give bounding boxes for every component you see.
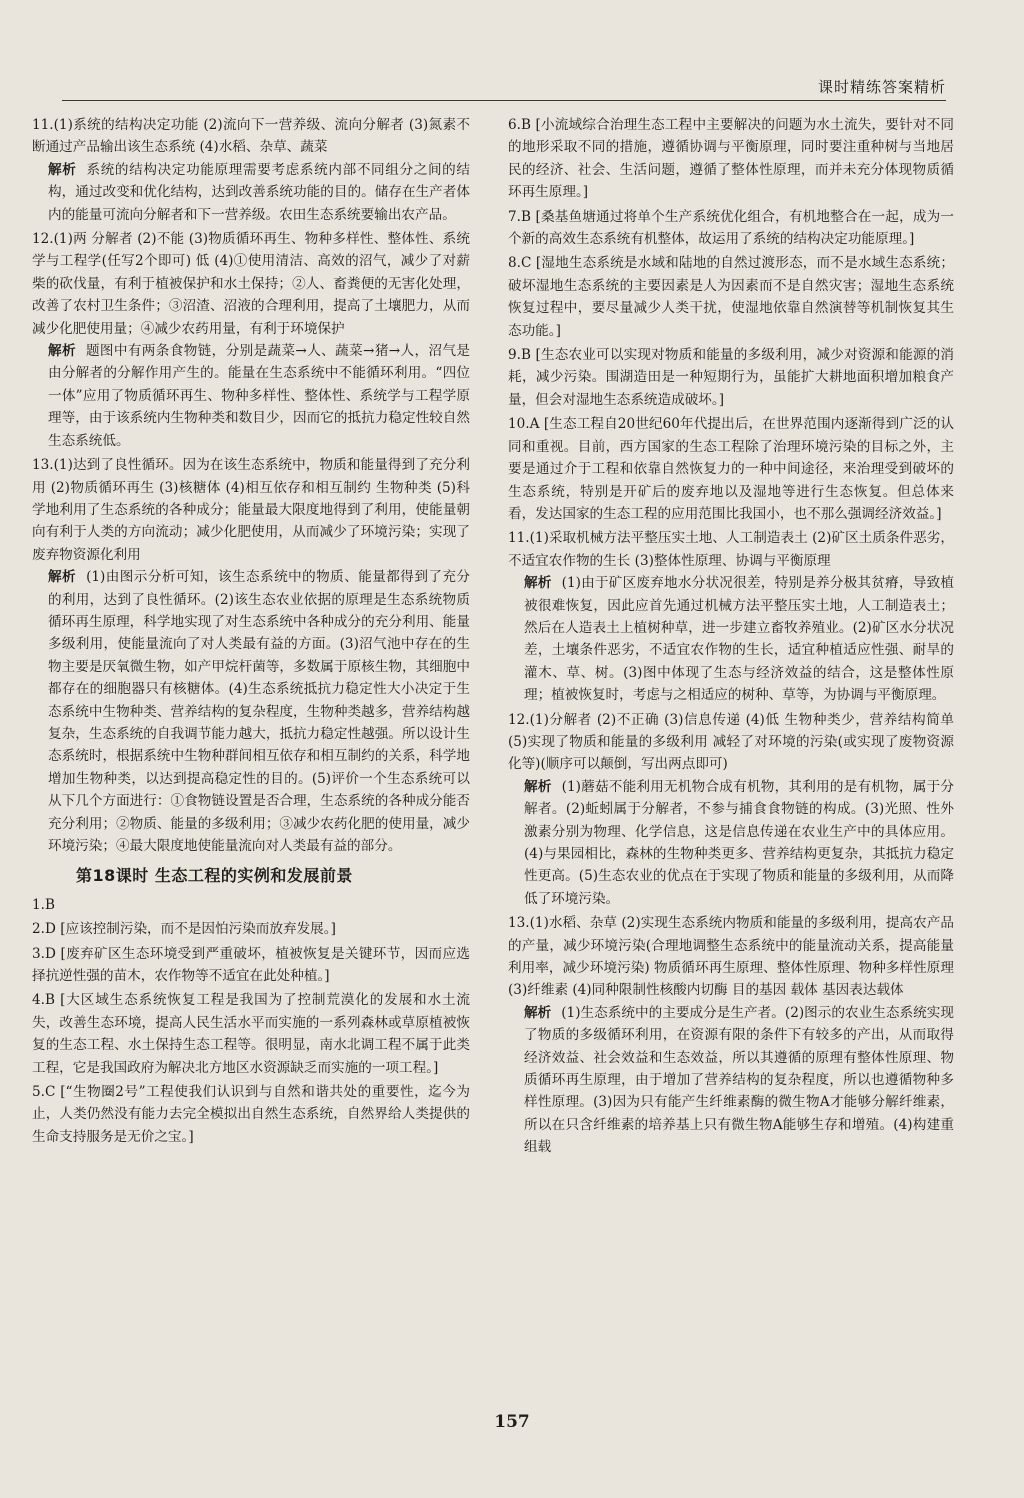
answer-item [32, 1081, 470, 1148]
explanation [32, 566, 470, 857]
answer-text: 7.B [桑基鱼塘通过将单个生产系统优化组合，有机地整合在一起，成为一个新的高效生态系统有机整体，故运用了系统的结构决定功能原理。] [508, 208, 954, 248]
answer-item [32, 989, 470, 1079]
answer-text: 4.B [大区域生态系统恢复工程是我国为了控制荒漠化的发展和水土流失，改善生态环境，提高人民生活水平而实施的一系列森林或草原植被恢复的生态工程、水土保持生态工程等。很明显，南水北调工程不属于此类工程，它是我国政府为解决北方地区水资源缺乏而实施的一项工程。] [32, 992, 470, 1076]
explanation-label: 解析 [48, 343, 76, 360]
explanation-label: 解析 [524, 575, 552, 592]
left-column [32, 114, 470, 1150]
explanation-text: 系统的结构决定功能原理需要考虑系统内部不同组分之间的结构，通过改变和优化结构，达到改善系统功能的目的。储存在生产者体内的能量可流向分解者和下一营养级。农田生态系统要输出农产品。 [48, 161, 471, 223]
explanation-label: 解析 [48, 161, 77, 178]
answer-text: 2.D [应该控制污染，而不是因怕污染而放弃发展。] [32, 921, 336, 938]
explanation-label: 解析 [524, 1004, 552, 1021]
answer-text: 8.C [湿地生态系统是水域和陆地的自然过渡形态，而不是水域生态系统；破坏湿地生态系统的主要因素是人为因素而不是自然灾害；湿地生态系统恢复过程中，要尽量减少人类干扰，使湿地依靠自然演替等机制恢复其生态功能。] [508, 255, 954, 339]
explanation-text: (1)生态系统中的主要成分是生产者。(2)图示的农业生态系统实现了物质的多级循环利用，在资源有限的条件下有较多的产出，从而取得经济效益、社会效益和生态效益，所以其遵循的原理有整体性原理、物质循环再生原理，由于增加了营养结构的复杂程度，所以也遵循物种多样性原理。(3)因为只有能产生纤维素酶的微生物A才能够分解纤维素，所以在只含纤维素的培养基上只有微生物A能够生存和增殖。(4)构建重组载 [524, 1004, 954, 1156]
answer-item [32, 943, 470, 988]
answer-text: 11.(1)采取机械方法平整压实土地、人工制造表土 (2)矿区土质条件恶劣，不适宜农作物的生长 (3)整体性原理、协调与平衡原理 [508, 530, 954, 569]
answer-item [508, 413, 954, 525]
explanation-text: 题图中有两条食物链，分别是蔬菜→人、蔬菜→猪→人，沼气是由分解者的分解作用产生的。能量在生态系统中不能循环利用。“四位一体”应用了物质循环再生、物种多样性、整体性、系统学与工程学原理等，由于该系统内生物种类和数目少，因而它的抵抗力稳定性较自然生态系统低。 [48, 343, 471, 449]
explanation-label: 解析 [524, 778, 552, 795]
answer-item [508, 114, 954, 204]
answer-item [508, 709, 954, 911]
answer-item [32, 894, 470, 916]
answer-item [508, 206, 954, 251]
answer-text: 9.B [生态农业可以实现对物质和能量的多级利用，减少对资源和能源的消耗，减少污染。围湖造田是一种短期行为，虽能扩大耕地面积增加粮食产量，但会对湿地生态系统造成破坏。] [508, 347, 954, 408]
explanation-text: (1)由图示分析可知，该生态系统中的物质、能量都得到了充分的利用，达到了良性循环。(2)该生态农业依据的原理是生态系统物质循环再生原理，科学地实现了对生态系统中各种成分的充分利用、能量多级利用，使能量流向了对人类最有益的方面。(3)沼气池中存在的生物主要是厌氧微生物，如产甲烷杆菌等，多数属于原核生物，其细胞中都存在的细胞器只有核糖体。(4)生态系统抵抗力稳定性大小决定于生态系统中生物种类、营养结构的复杂程度，生物种类越多，营养结构越复杂，生态系统的自我调节能力越大，抵抗力稳定性越强。所以设计生态系统时，根据系统中生物种群间相互依存和相互制约的关系，科学地增加生物种类，以达到提高稳定性的目的。(5)评价一个生态系统可以从下几个方面进行：①食物链设置是否合理，生态系统的各种成分能否充分利用；②物质、能量的多级利用；③减少农药化肥的使用量，减少环境污染；④最大限度地使能量流向对人类最有益的部分。 [48, 569, 470, 854]
explanation [32, 159, 470, 226]
answer-item [32, 918, 470, 940]
answer-item [508, 344, 954, 411]
answer-text: 1.B [32, 896, 55, 913]
page-number: 157 [494, 1412, 530, 1432]
section-title: 第18课时 生态工程的实例和发展前景 [76, 866, 353, 886]
answer-text: 10.A [生态工程自20世纪60年代提出后，在世界范围内逐渐得到广泛的认同和重视。目前，西方国家的生态工程除了治理环境污染的目标之外，主要是通过介于工程和依靠自然恢复力的一种中间途径，来治理受到破坏的生态系统，特别是开矿后的废弃地以及湿地等进行生态恢复。但总体来看，发达国家的生态工程的应用范围比我国小，也不那么强调经济效益。] [508, 416, 954, 522]
answer-text: 13.(1)水稻、杂草 (2)实现生态系统内物质和能量的多级利用，提高农产品的产量，减少环境污染(合理地调整生态系统中的能量流动关系，提高能量利用率，减少环境污染) 物质循环再生原理、整体性原理、物种多样性原理 (3)纤维素 (4)同种限制性核酸内切酶 目的基因 载体 基因表达载体 [508, 915, 954, 999]
answer-item [508, 252, 954, 342]
answer-text: 5.C [“生物圈2号”工程使我们认识到与自然和谐共处的重要性，迄今为止，人类仍然没有能力去完全模拟出自然生态系统，自然界给人类提供的生命支持服务是无价之宝。] [32, 1084, 470, 1145]
right-column [508, 114, 954, 1161]
explanation [508, 1002, 954, 1159]
answer-text: 3.D [废弃矿区生态环境受到严重破坏，植被恢复是关键环节，因而应选择抗逆性强的苗木，农作物等不适宜在此处种植。] [32, 945, 470, 985]
answer-text: 12.(1)两 分解者 (2)不能 (3)物质循环再生、物种多样性、整体性、系统学与工程学(任写2个即可) 低 (4)①使用清洁、高效的沼气，减少了对薪柴的砍伐量，有利于植被保护和水土保持；②人、畜粪便的无害化处理，改善了农村卫生条件；③沼渣、沼液的合理利用，提高了土壤肥力，从而减少化肥使用量；④减少农药用量，有利于环境保护 [32, 231, 470, 337]
header-title: 课时精练答案精析 [817, 78, 946, 96]
answer-item [508, 527, 954, 706]
explanation [508, 776, 954, 910]
page-header [62, 74, 946, 101]
explanation-text: (1)蘑菇不能利用无机物合成有机物，其利用的是有机物，属于分解者。(2)蚯蚓属于分解者，不参与捕食食物链的构成。(3)光照、性外激素分别为物理、化学信息，这是信息传递在农业生产中的具体应用。(4)与果园相比，森林的生物种类更多、营养结构更复杂，其抵抗力稳定性更高。(5)生态农业的优点在于实现了物质和能量的多级利用，从而降低了环境污染。 [524, 778, 954, 907]
explanation-label: 解析 [48, 569, 77, 586]
answer-item [32, 228, 470, 452]
answer-text: 11.(1)系统的结构决定功能 (2)流向下一营养级、流向分解者 (3)氮素不断通过产品输出该生态系统 (4)水稻、杂草、蔬菜 [32, 117, 470, 156]
answer-item [32, 114, 470, 226]
answer-text: 13.(1)达到了良性循环。因为在该生态系统中，物质和能量得到了充分利用 (2)物质循环再生 (3)核糖体 (4)相互依存和相互制约 生物种类 (5)科学地利用了生态系统的各种成分；能量最大限度地得到了利用，使能量朝向有利于人类的方向流动；减少化肥使用，从而减少了环境污染；实现了废弃物资源化利用 [32, 457, 470, 563]
answer-item [32, 454, 470, 857]
answer-text: 12.(1)分解者 (2)不正确 (3)信息传递 (4)低 生物种类少，营养结构简单 (5)实现了物质和能量的多级利用 减轻了对环境的污染(或实现了废物资源化等)(顺序可以颠倒，写出两点即可) [508, 711, 954, 773]
explanation [508, 572, 954, 706]
answer-text: 6.B [小流域综合治理生态工程中主要解决的问题为水土流失，要针对不同的地形采取不同的措施，遵循协调与平衡原理，同时要注重种树与当地居民的经济、社会、生活问题，遵循了整体性原理，而并未充分体现物质循环再生原理。] [508, 117, 954, 201]
explanation-text: (1)由于矿区废弃地水分状况很差，特别是养分极其贫瘠，导致植被很难恢复，因此应首先通过机械方法平整压实土地，人工制造表土；然后在人造表土上植树种草，进一步建立畜牧养殖业。(2)矿区水分状况差，土壤条件恶劣，不适宜农作物的生长，适宜种植适应性强、耐旱的灌木、草、树。(3)图中体现了生态与经济效益的结合，这是整体性原理；植被恢复时，考虑与之相适应的树种、草等，为协调与平衡原理。 [524, 575, 954, 704]
explanation [32, 340, 470, 452]
answer-item [508, 912, 954, 1158]
